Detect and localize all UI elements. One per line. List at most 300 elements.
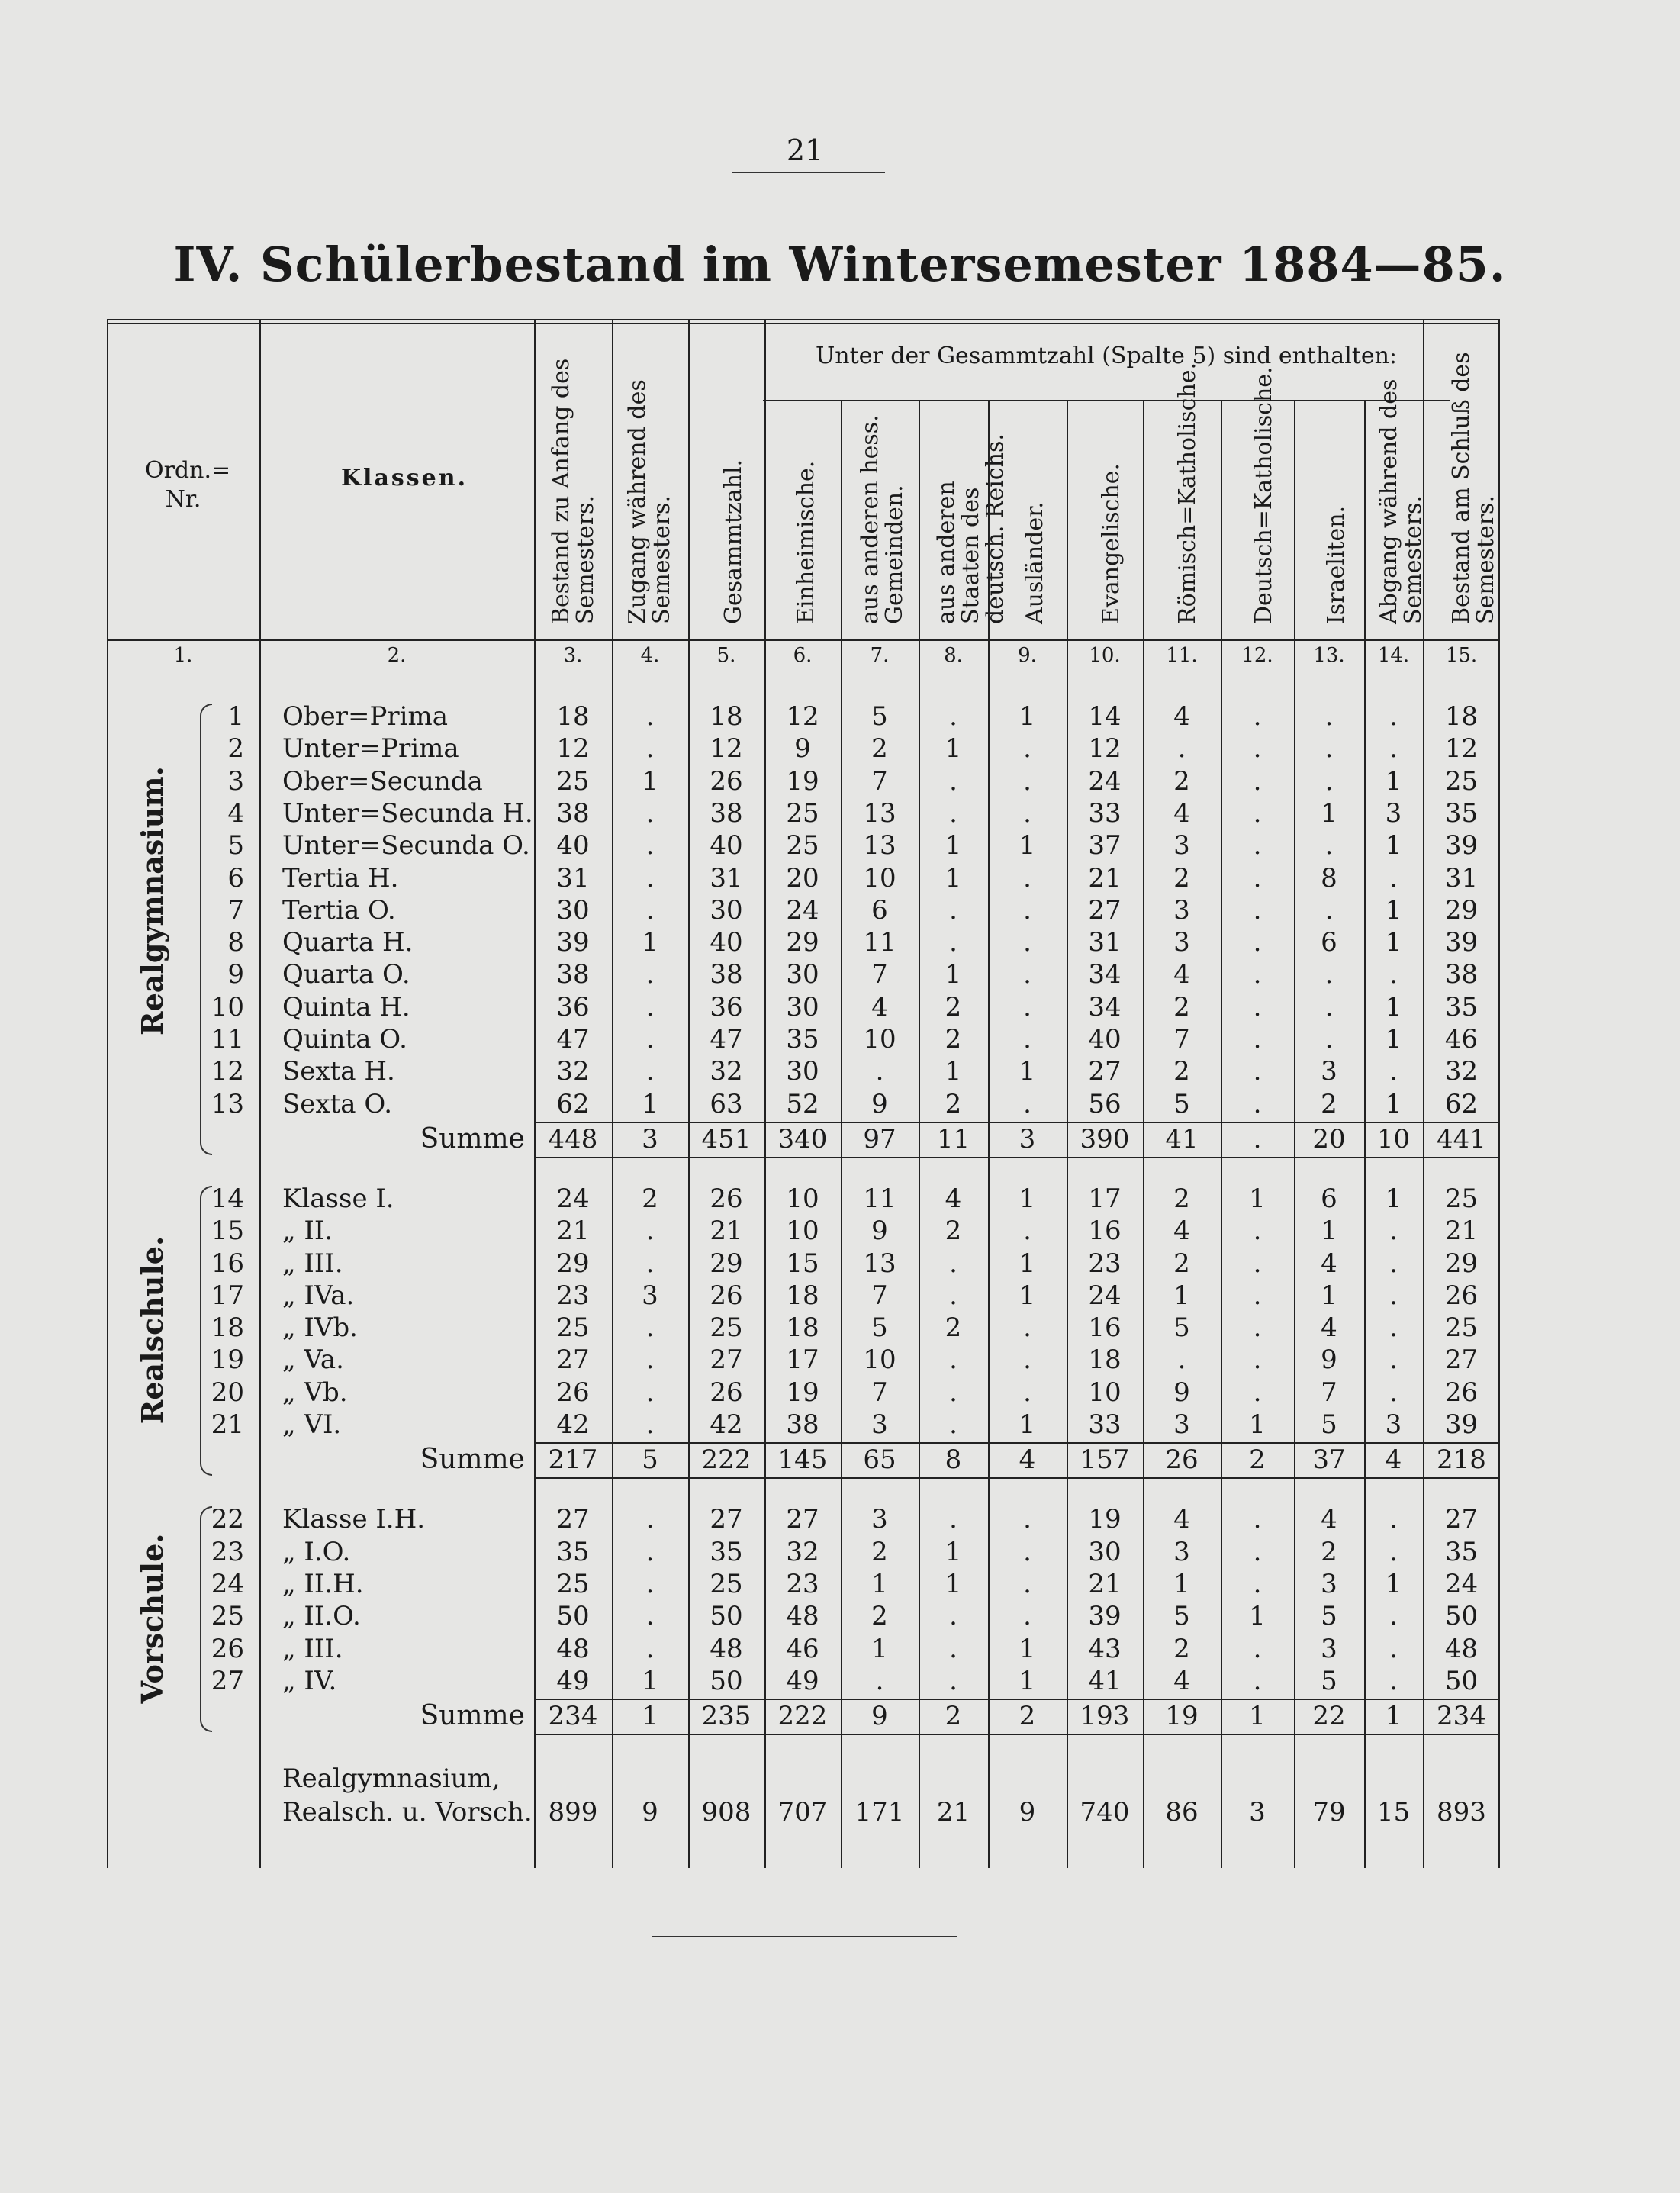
table-cell: 222 (701, 1444, 751, 1476)
table-cell: 40 (1088, 1024, 1122, 1055)
row-number: 16 (211, 1248, 244, 1279)
table-cell: 4 (871, 991, 888, 1022)
table-cell: . (1253, 733, 1262, 765)
table-cell: 46 (1444, 1024, 1479, 1055)
table-cell: . (1324, 959, 1334, 990)
table-cell: 340 (777, 1123, 828, 1154)
table-cell: 24 (1444, 1568, 1479, 1599)
table-top-rule-2 (107, 323, 1500, 324)
table-cell: 5 (642, 1444, 658, 1476)
table-cell: 4 (1385, 1444, 1402, 1476)
class-name: Sexta H. (282, 1056, 395, 1087)
table-cell: 1 (945, 1056, 962, 1087)
table-cell: 50 (710, 1665, 743, 1696)
table-cell: 25 (786, 830, 819, 861)
table-cell: . (1324, 894, 1334, 926)
class-name: „ IVa. (282, 1280, 355, 1311)
table-cell: 9 (871, 1216, 888, 1247)
table-cell: 1 (1321, 1280, 1337, 1311)
table-cell: 19 (786, 1377, 819, 1408)
table-cell: 2 (1173, 862, 1190, 894)
table-cell: . (1023, 862, 1031, 894)
table-cell: 1 (1019, 1183, 1036, 1214)
row-number: 3 (227, 765, 244, 797)
table-cell: . (949, 894, 957, 926)
column-rule (107, 319, 108, 1868)
table-cell: 24 (1088, 1280, 1122, 1311)
table-cell: 47 (556, 1024, 590, 1055)
table-cell: 38 (1444, 959, 1479, 990)
header-col9: Ausländer. (1022, 501, 1048, 624)
summe-label: Summe (420, 1700, 525, 1732)
table-cell: 234 (1437, 1701, 1486, 1732)
summe-rule (534, 1734, 1500, 1735)
class-name: Quarta O. (282, 959, 410, 990)
table-cell: 50 (1444, 1601, 1479, 1632)
table-cell: 35 (556, 1536, 590, 1567)
table-cell: 30 (556, 894, 590, 926)
table-cell: 62 (556, 1088, 590, 1119)
table-cell: . (1389, 1312, 1398, 1344)
table-cell: 9 (642, 1797, 658, 1828)
table-cell: 3 (1173, 927, 1190, 958)
table-cell: 441 (1437, 1123, 1486, 1154)
table-cell: 448 (548, 1123, 598, 1154)
table-cell: 2 (1173, 1248, 1190, 1279)
table-cell: . (949, 797, 957, 829)
table-cell: 1 (1173, 1568, 1190, 1599)
class-name: „ III. (282, 1248, 343, 1279)
class-name: „ III. (282, 1633, 343, 1664)
table-cell: 1 (945, 733, 962, 765)
table-cell: . (645, 1344, 655, 1376)
table-cell: 7 (871, 1377, 888, 1408)
table-cell: 2 (1173, 1056, 1190, 1087)
table-cell: . (1253, 765, 1262, 797)
table-cell: 21 (936, 1797, 970, 1828)
table-cell: 3 (1019, 1123, 1036, 1154)
table-cell: 18 (786, 1280, 819, 1311)
table-cell: . (1324, 701, 1334, 732)
table-cell: . (1023, 1536, 1031, 1567)
table-cell: 3 (1173, 1409, 1190, 1440)
table-cell: 12 (786, 701, 819, 732)
table-cell: 27 (1088, 894, 1122, 926)
table-cell: 2 (1173, 991, 1190, 1022)
table-cell: 218 (1437, 1444, 1486, 1476)
table-cell: 10 (863, 1344, 896, 1376)
class-name: Tertia O. (282, 894, 396, 926)
table-cell: 17 (786, 1344, 819, 1376)
header-col5: Gesammtzahl. (720, 459, 747, 624)
table-cell: 36 (710, 991, 743, 1022)
table-cell: 4 (1173, 701, 1190, 732)
table-cell: 18 (710, 701, 743, 732)
table-cell: 707 (777, 1797, 828, 1828)
table-cell: 3 (1321, 1056, 1337, 1087)
table-cell: 39 (1444, 830, 1479, 861)
row-number: 25 (211, 1601, 244, 1632)
table-cell: 12 (1088, 733, 1122, 765)
class-name: „ I.O. (282, 1536, 351, 1567)
table-cell: . (949, 1665, 957, 1696)
row-number: 9 (227, 959, 244, 990)
table-cell: 5 (1321, 1665, 1337, 1696)
table-cell: 48 (710, 1633, 743, 1664)
table-cell: 23 (556, 1280, 590, 1311)
table-cell: 3 (1173, 894, 1190, 926)
table-cell: . (645, 959, 655, 990)
table-cell: 63 (710, 1088, 743, 1119)
row-number: 23 (211, 1536, 244, 1567)
table-cell: 9 (871, 1701, 888, 1732)
summe-rule (534, 1477, 1500, 1479)
column-number: 6. (793, 644, 813, 667)
table-cell: . (949, 1280, 957, 1311)
table-cell: 3 (642, 1280, 658, 1311)
table-cell: 1 (642, 765, 658, 797)
class-name: „ IV. (282, 1665, 337, 1696)
table-cell: 16 (1088, 1216, 1122, 1247)
table-cell: . (1023, 959, 1031, 990)
table-cell: 7 (871, 959, 888, 990)
table-cell: 1 (1019, 1665, 1036, 1696)
table-cell: 18 (556, 701, 590, 732)
table-cell: 26 (710, 1377, 743, 1408)
table-cell: . (875, 1665, 884, 1696)
summe-rule (534, 1157, 1500, 1158)
table-cell: 29 (1444, 894, 1479, 926)
table-cell: 2 (945, 991, 962, 1022)
table-cell: . (1389, 701, 1398, 732)
table-cell: 217 (548, 1444, 598, 1476)
group-label: Realgymnasium. (135, 766, 169, 1035)
table-cell: . (949, 765, 957, 797)
table-cell: 29 (710, 1248, 743, 1279)
table-cell: 36 (556, 991, 590, 1022)
table-cell: 1 (945, 830, 962, 861)
table-cell: . (949, 701, 957, 732)
table-cell: . (645, 894, 655, 926)
table-cell: . (1389, 1280, 1398, 1311)
table-cell: 41 (1165, 1123, 1199, 1154)
table-cell: 3 (1249, 1797, 1266, 1828)
class-name: „ II.H. (282, 1568, 364, 1599)
group-brace (200, 1506, 212, 1732)
table-cell: 1 (642, 1701, 658, 1732)
table-cell: . (1253, 1665, 1262, 1696)
table-cell: 50 (710, 1601, 743, 1632)
table-cell: 38 (786, 1409, 819, 1440)
table-cell: . (1324, 1024, 1334, 1055)
table-cell: 46 (786, 1633, 819, 1664)
table-cell: . (1177, 733, 1186, 765)
table-cell: 2 (945, 1024, 962, 1055)
table-cell: 9 (871, 1088, 888, 1119)
table-cell: 43 (1088, 1633, 1122, 1664)
table-cell: 1 (871, 1633, 888, 1664)
column-number: 2. (387, 644, 407, 667)
table-cell: . (1023, 1088, 1031, 1119)
table-cell: . (645, 1504, 655, 1535)
table-cell: . (949, 1633, 957, 1664)
column-number: 11. (1166, 644, 1198, 667)
table-cell: 1 (1385, 1701, 1402, 1732)
table-cell: 25 (786, 797, 819, 829)
table-cell: . (1023, 1601, 1031, 1632)
table-cell: 86 (1165, 1797, 1199, 1828)
header-col8: aus anderen Staaten des deutsch. Reichs. (933, 433, 1009, 624)
table-cell: 10 (1088, 1377, 1122, 1408)
table-cell: . (1389, 733, 1398, 765)
table-cell: 27 (1444, 1344, 1479, 1376)
table-cell: 25 (1444, 1312, 1479, 1344)
table-cell: 14 (1088, 701, 1122, 732)
table-cell: 4 (1173, 1504, 1190, 1535)
class-name: Quarta H. (282, 927, 414, 958)
table-cell: 29 (556, 1248, 590, 1279)
class-name: Unter=Secunda O. (282, 830, 530, 861)
row-number: 24 (211, 1568, 244, 1599)
header-col14: Abgang während des Semesters. (1376, 378, 1427, 624)
table-cell: 3 (1173, 830, 1190, 861)
row-number: 7 (227, 894, 244, 926)
table-cell: . (645, 1633, 655, 1664)
table-cell: 740 (1080, 1797, 1130, 1828)
table-cell: 1 (1385, 1024, 1402, 1055)
table-cell: 25 (1444, 1183, 1479, 1214)
column-number: 12. (1241, 644, 1273, 667)
table-cell: . (1253, 1504, 1262, 1535)
row-number: 4 (227, 797, 244, 829)
table-cell: 5 (1321, 1601, 1337, 1632)
class-name: Ober=Prima (282, 701, 449, 732)
table-cell: 19 (1088, 1504, 1122, 1535)
class-name: Quinta H. (282, 991, 410, 1022)
header-col3: Bestand zu Anfang des Semesters. (548, 358, 599, 624)
table-cell: 11 (863, 927, 896, 958)
table-cell: 15 (786, 1248, 819, 1279)
table-cell: . (1253, 1024, 1262, 1055)
table-cell: 38 (710, 797, 743, 829)
table-cell: 1 (871, 1568, 888, 1599)
bottom-rule (652, 1936, 957, 1937)
table-cell: 390 (1080, 1123, 1130, 1154)
class-name: „ IVb. (282, 1312, 358, 1344)
table-cell: 1 (1385, 830, 1402, 861)
table-cell: 2 (1249, 1444, 1266, 1476)
table-cell: . (1253, 1568, 1262, 1599)
table-cell: 30 (710, 894, 743, 926)
table-cell: 893 (1437, 1797, 1486, 1828)
table-cell: 35 (1444, 1536, 1479, 1567)
table-cell: 5 (1173, 1601, 1190, 1632)
table-cell: 1 (1173, 1280, 1190, 1311)
table-cell: . (645, 1536, 655, 1567)
table-cell: 1 (1385, 765, 1402, 797)
table-cell: 97 (863, 1123, 896, 1154)
table-cell: . (645, 1568, 655, 1599)
table-cell: 32 (1444, 1056, 1479, 1087)
table-cell: . (1253, 862, 1262, 894)
table-cell: 12 (1444, 733, 1479, 765)
table-cell: 21 (1088, 862, 1122, 894)
table-cell: 15 (1376, 1797, 1411, 1828)
table-cell: 10 (1376, 1123, 1411, 1154)
column-number: 15. (1445, 644, 1478, 667)
class-name: Quinta O. (282, 1024, 407, 1055)
header-col15: Bestand am Schluß des Semesters. (1448, 352, 1499, 624)
table-cell: 62 (1444, 1088, 1479, 1119)
table-cell: 25 (710, 1568, 743, 1599)
header-ordn: Ordn.= Nr. (145, 457, 231, 513)
table-cell: 49 (556, 1665, 590, 1696)
table-cell: . (645, 1601, 655, 1632)
table-cell: 33 (1088, 797, 1122, 829)
summe-label: Summe (420, 1122, 525, 1154)
table-cell: . (949, 1377, 957, 1408)
table-cell: . (1023, 1377, 1031, 1408)
table-cell: 56 (1088, 1088, 1122, 1119)
table-cell: 24 (1088, 765, 1122, 797)
table-cell: 40 (556, 830, 590, 861)
column-number: 5. (716, 644, 736, 667)
table-cell: . (1324, 991, 1334, 1022)
table-cell: 1 (1321, 797, 1337, 829)
table-cell: 18 (1444, 701, 1479, 732)
row-number: 6 (227, 862, 244, 894)
table-cell: . (1253, 1216, 1262, 1247)
table-cell: . (875, 1056, 884, 1087)
table-cell: 1 (642, 927, 658, 958)
table-cell: 4 (1321, 1504, 1337, 1535)
row-number: 1 (227, 701, 244, 732)
column-number: 8. (944, 644, 963, 667)
row-number: 17 (211, 1280, 244, 1311)
table-cell: 2 (1173, 1633, 1190, 1664)
table-cell: . (1253, 894, 1262, 926)
table-cell: 4 (1019, 1444, 1036, 1476)
table-cell: . (645, 733, 655, 765)
table-cell: . (1253, 1377, 1262, 1408)
table-cell: 42 (710, 1409, 743, 1440)
table-cell: 5 (1321, 1409, 1337, 1440)
table-cell: 30 (1088, 1536, 1122, 1567)
table-cell: 27 (710, 1504, 743, 1535)
table-cell: 27 (1088, 1056, 1122, 1087)
table-cell: 5 (871, 1312, 888, 1344)
table-cell: 22 (1312, 1701, 1346, 1732)
table-cell: 24 (786, 894, 819, 926)
table-cell: 5 (871, 701, 888, 732)
class-name: Unter=Prima (282, 733, 459, 765)
table-cell: . (949, 1344, 957, 1376)
total-label-line2: Realsch. u. Vorsch. (282, 1797, 533, 1828)
table-cell: . (1253, 1344, 1262, 1376)
table-cell: 37 (1088, 830, 1122, 861)
table-cell: 65 (863, 1444, 896, 1476)
table-cell: 26 (556, 1377, 590, 1408)
column-number: 7. (870, 644, 890, 667)
table-cell: 10 (786, 1183, 819, 1214)
table-cell: 1 (1019, 701, 1036, 732)
table-cell: . (645, 1312, 655, 1344)
table-cell: 4 (1173, 1665, 1190, 1696)
table-cell: 145 (777, 1444, 828, 1476)
table-cell: 31 (710, 862, 743, 894)
table-cell: 1 (1019, 1280, 1036, 1311)
table-cell: 13 (863, 1248, 896, 1279)
table-cell: 235 (701, 1701, 751, 1732)
table-cell: 1 (1019, 1633, 1036, 1664)
table-cell: . (1023, 1216, 1031, 1247)
table-cell: 29 (1444, 1248, 1479, 1279)
table-cell: 5 (1173, 1312, 1190, 1344)
group-brace (200, 704, 212, 1155)
table-cell: . (1253, 959, 1262, 990)
table-cell: 30 (786, 1056, 819, 1087)
table-cell: . (1389, 1056, 1398, 1087)
class-name: „ VI. (282, 1409, 342, 1440)
table-cell: 4 (1321, 1312, 1337, 1344)
header-col7: aus anderen hess. Gemeinden. (857, 414, 908, 624)
header-col10: Evangelische. (1098, 462, 1125, 624)
group-label: Realschule. (135, 1235, 169, 1425)
table-cell: 27 (710, 1344, 743, 1376)
table-cell: 27 (556, 1344, 590, 1376)
table-cell: . (1253, 1312, 1262, 1344)
table-cell: 34 (1088, 991, 1122, 1022)
table-cell: 33 (1088, 1409, 1122, 1440)
table-cell: 21 (556, 1216, 590, 1247)
table-cell: 10 (863, 1024, 896, 1055)
class-name: Klasse I.H. (282, 1504, 426, 1535)
table-cell: . (1389, 1377, 1398, 1408)
table-cell: 27 (1444, 1504, 1479, 1535)
table-cell: 2 (871, 1536, 888, 1567)
row-number: 5 (227, 830, 244, 861)
table-cell: . (645, 1248, 655, 1279)
table-cell: 40 (710, 830, 743, 861)
column-number: 1. (173, 644, 193, 667)
table-cell: 1 (945, 862, 962, 894)
table-cell: 39 (1444, 1409, 1479, 1440)
table-cell: 1 (1019, 1248, 1036, 1279)
table-cell: . (645, 1056, 655, 1087)
table-cell: 11 (936, 1123, 970, 1154)
table-cell: 1 (1019, 1056, 1036, 1087)
table-cell: . (1253, 1536, 1262, 1567)
table-cell: . (1023, 733, 1031, 765)
table-cell: 8 (1321, 862, 1337, 894)
table-cell: 1 (1385, 1088, 1402, 1119)
table-cell: 3 (642, 1123, 658, 1154)
column-rule (259, 319, 261, 1868)
row-number: 21 (211, 1409, 244, 1440)
table-cell: 4 (1321, 1248, 1337, 1279)
table-cell: . (1023, 1312, 1031, 1344)
table-cell: 25 (710, 1312, 743, 1344)
header-col13: Israeliten. (1323, 505, 1350, 624)
table-cell: 13 (863, 830, 896, 861)
table-cell: 1 (1385, 1568, 1402, 1599)
table-cell: 10 (786, 1216, 819, 1247)
group-label: Vorschule. (135, 1533, 169, 1704)
table-cell: 1 (1385, 991, 1402, 1022)
table-cell: 2 (1321, 1088, 1337, 1119)
table-cell: 18 (1088, 1344, 1122, 1376)
table-cell: . (1253, 701, 1262, 732)
